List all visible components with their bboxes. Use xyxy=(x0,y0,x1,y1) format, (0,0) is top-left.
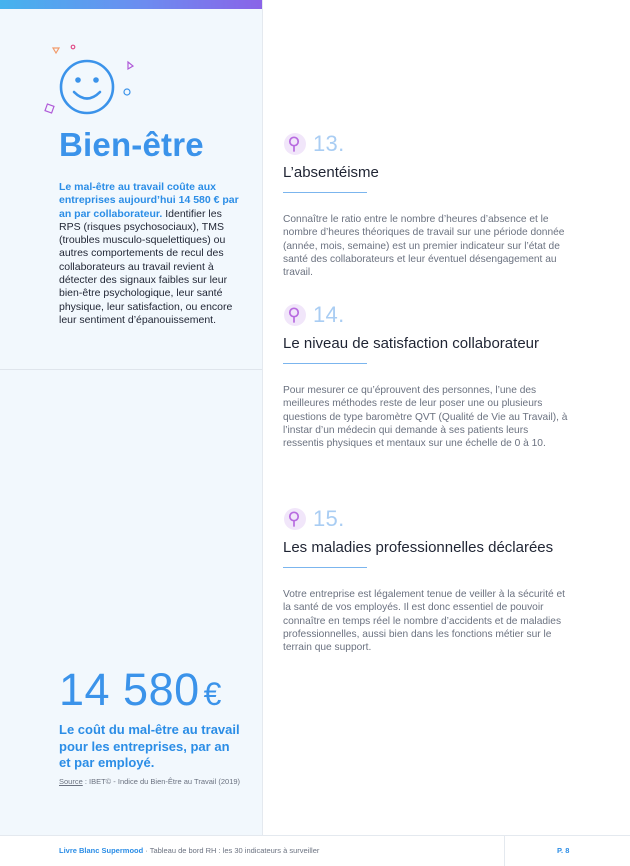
section-number: 14. xyxy=(313,302,345,327)
big-stat xyxy=(59,664,222,716)
title-underline xyxy=(283,567,367,568)
footer-vertical-divider xyxy=(504,836,505,866)
left-separator xyxy=(0,369,262,370)
panel-divider xyxy=(262,0,263,835)
title-underline xyxy=(283,363,367,364)
footer-brand: Livre Blanc Supermood xyxy=(59,846,144,855)
section-title: L’absentéisme xyxy=(283,164,379,181)
big-stat-currency: € xyxy=(203,676,222,712)
smiley-icon xyxy=(42,42,138,118)
magnifier-icon xyxy=(283,507,307,531)
footer-subtitle: · Tableau de bord RH : les 30 indicateurs à surveiller xyxy=(143,846,320,855)
section-satisfaction xyxy=(283,302,573,450)
footer-divider-line xyxy=(0,835,630,836)
intro-body: Identifier les RPS (risques psychosociaux), TMS (troubles musculo-squelettiques) ou autres comportements de recul des collaborateurs au travail revient à détecter des signaux faibles sur leur bien-être psychologique, leur santé physique, leur satisfaction, ou encore leur sentiment d’épanouissement. xyxy=(59,207,233,326)
source-label: Source xyxy=(59,777,83,786)
section-absenteeism xyxy=(283,131,573,279)
magnifier-icon xyxy=(283,132,307,156)
section-number: 13. xyxy=(313,131,345,156)
stat-description: Le coût du mal-être au travail pour les entreprises, par an et par employé. xyxy=(59,722,240,771)
page-number: P. 8 xyxy=(557,846,570,855)
source-text: : IBET© - Indice du Bien-Être au Travail (2019) xyxy=(82,777,241,786)
section-title: Les maladies professionnelles déclarées xyxy=(283,539,554,556)
section-body: Votre entreprise est légalement tenue de veiller à la sécurité et la santé de vos employés. Il est donc essentiel de pouvoir connaître en temps réel le nombre d’accidents et de maladies professionnelles, aussi bien dans les fonctions métier sur le terrain que support. xyxy=(283,589,566,654)
section-header xyxy=(283,506,573,532)
title-underline xyxy=(283,192,367,193)
top-gradient-bar xyxy=(0,0,262,9)
section-title: Le niveau de satisfaction collaborateur xyxy=(283,335,539,352)
big-stat-value: 14 580 xyxy=(59,664,200,715)
magnifier-icon xyxy=(283,303,307,327)
intro-text-block xyxy=(59,181,244,327)
footer-caption xyxy=(59,846,319,855)
section-header xyxy=(283,302,573,328)
section-body: Pour mesurer ce qu’éprouvent des personnes, l’une des meilleures méthodes reste de leur poser une ou plusieurs questions de type baromètre QVT (Qualité de Vie au Travail), à l’instar d’un médecin qui demande à ses patients leurs ressentis physiques et mentaux sur une échelle de 0 à 10. xyxy=(283,385,568,450)
section-header xyxy=(283,131,573,157)
page-title: Bien-être xyxy=(59,126,204,163)
intro-highlight: Le mal-être au travail coûte aux entreprises aujourd’hui 14 580 € par an par collaborateur. xyxy=(59,181,239,220)
section-occupational-diseases xyxy=(283,506,573,654)
section-number: 15. xyxy=(313,506,345,531)
section-body: Connaître le ratio entre le nombre d’heures d’absence et le nombre d’heures théoriques de travail sur une période donnée (année, mois, semaine) est un premier indicateur sur l’état de santé des collaborateurs et leur éventuel désengagement au travail. xyxy=(283,214,565,279)
source-note xyxy=(59,777,244,787)
